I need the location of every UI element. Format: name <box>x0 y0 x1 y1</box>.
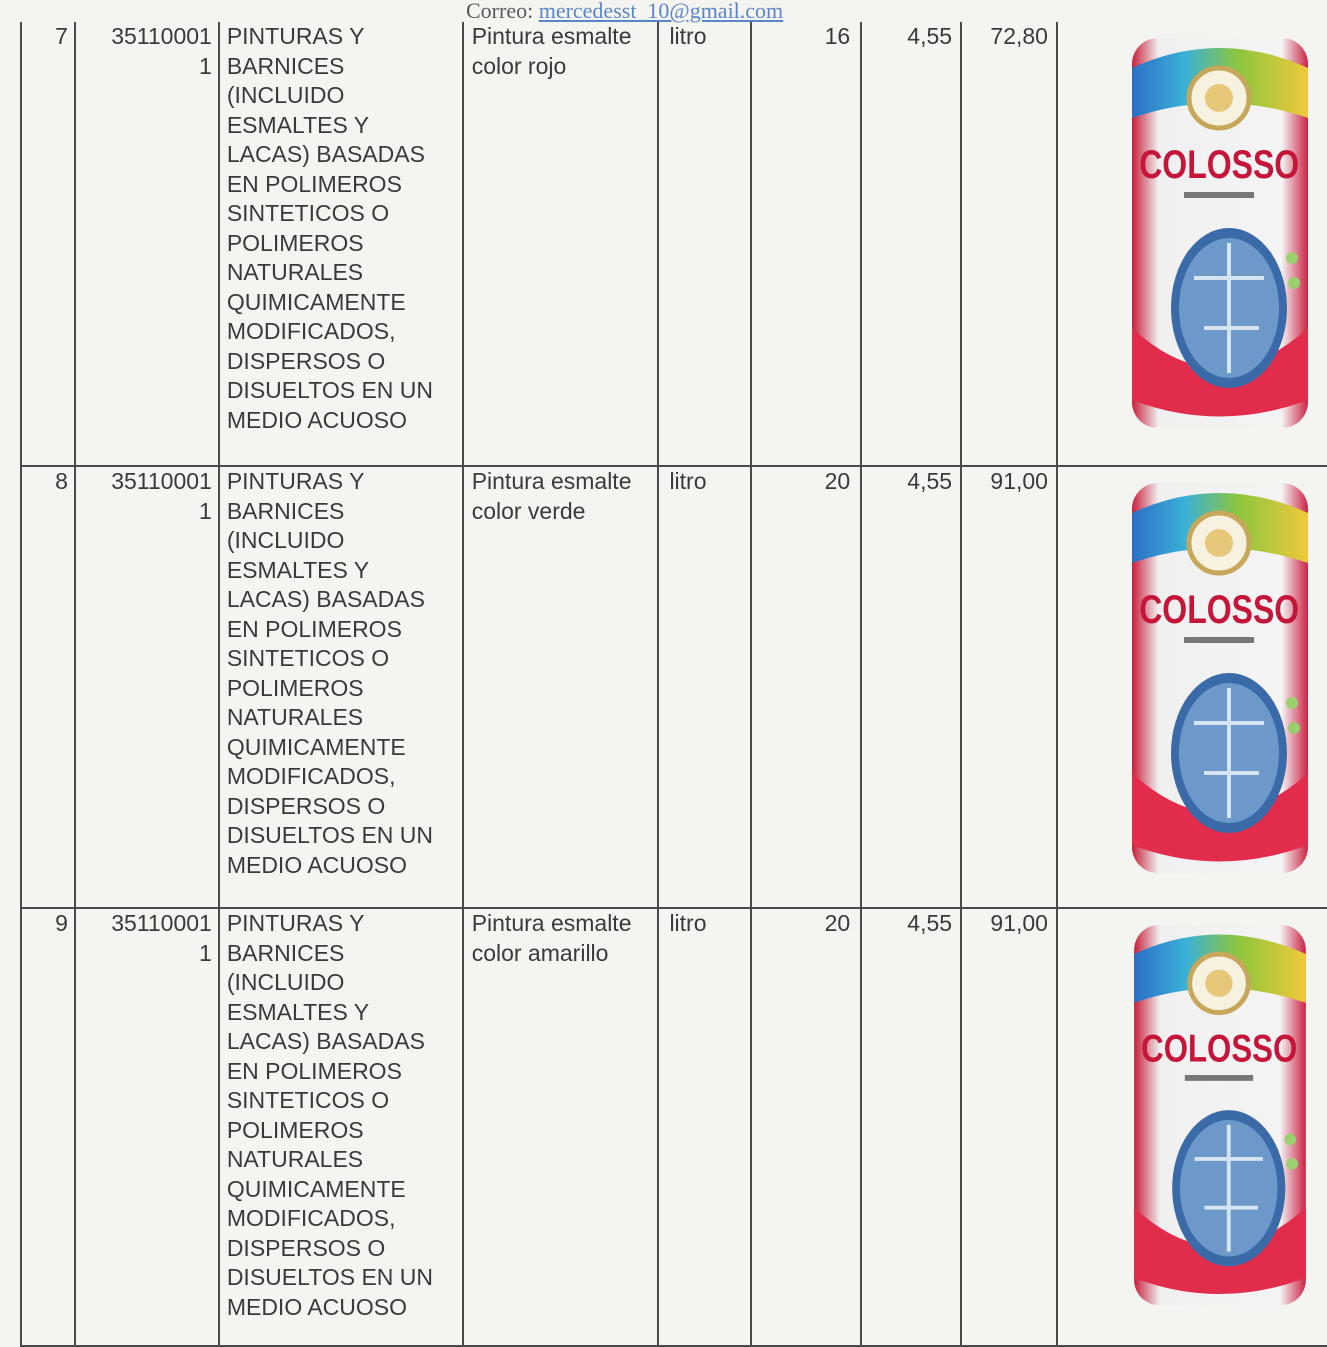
item-description: Pintura esmalte color amarillo <box>463 908 659 1346</box>
table-row <box>21 466 1327 908</box>
can-brand-label: COLOSSO <box>1139 586 1300 632</box>
can-brand-label: COLOSSO <box>1141 1027 1298 1071</box>
paint-can-image <box>1124 473 1314 883</box>
product-photo <box>1057 466 1327 908</box>
item-category: PINTURAS Y BARNICES (INCLUIDO ESMALTES Y LACAS) BASADAS EN POLIMEROS SINTETICOS O POLIMEROS NATURALES QUIMICAMENTE MODIFICADOS, DISPERSOS O DISUELTOS EN UN MEDIO ACUOSO <box>219 466 463 908</box>
can-brand-label: COLOSSO <box>1139 141 1300 187</box>
item-total: 91,00 <box>961 908 1057 1346</box>
email-label: Correo: <box>466 0 534 23</box>
item-description: Pintura esmalte color rojo <box>463 22 659 466</box>
item-total: 72,80 <box>961 22 1057 466</box>
item-code: 35110001 1 <box>75 466 219 908</box>
item-code: 35110001 1 <box>75 22 219 466</box>
item-unit-price: 4,55 <box>861 908 961 1346</box>
item-unit-price: 4,55 <box>861 466 961 908</box>
items-table <box>20 22 1327 1347</box>
item-unit: litro <box>658 908 751 1346</box>
contact-email-line <box>466 0 783 24</box>
item-unit: litro <box>658 466 751 908</box>
item-number: 9 <box>21 908 75 1346</box>
item-category: PINTURAS Y BARNICES (INCLUIDO ESMALTES Y LACAS) BASADAS EN POLIMEROS SINTETICOS O POLIMEROS NATURALES QUIMICAMENTE MODIFICADOS, DISPERSOS O DISUELTOS EN UN MEDIO ACUOSO <box>219 22 463 466</box>
item-unit-price: 4,55 <box>861 22 961 466</box>
table-row <box>21 22 1327 466</box>
item-quantity: 20 <box>751 908 861 1346</box>
item-code: 35110001 1 <box>75 908 219 1346</box>
product-photo <box>1057 908 1327 1346</box>
item-total: 91,00 <box>961 466 1057 908</box>
paint-can-image <box>1124 915 1314 1315</box>
email-link[interactable]: mercedesst_10@gmail.com <box>538 0 784 23</box>
item-description: Pintura esmalte color verde <box>463 466 659 908</box>
product-photo <box>1057 22 1327 466</box>
paint-can-image <box>1124 28 1314 438</box>
item-quantity: 16 <box>751 22 861 466</box>
item-category: PINTURAS Y BARNICES (INCLUIDO ESMALTES Y LACAS) BASADAS EN POLIMEROS SINTETICOS O POLIMEROS NATURALES QUIMICAMENTE MODIFICADOS, DISPERSOS O DISUELTOS EN UN MEDIO ACUOSO <box>219 908 463 1346</box>
table-row <box>21 908 1327 1346</box>
item-quantity: 20 <box>751 466 861 908</box>
item-number: 7 <box>21 22 75 466</box>
item-unit: litro <box>658 22 751 466</box>
item-number: 8 <box>21 466 75 908</box>
